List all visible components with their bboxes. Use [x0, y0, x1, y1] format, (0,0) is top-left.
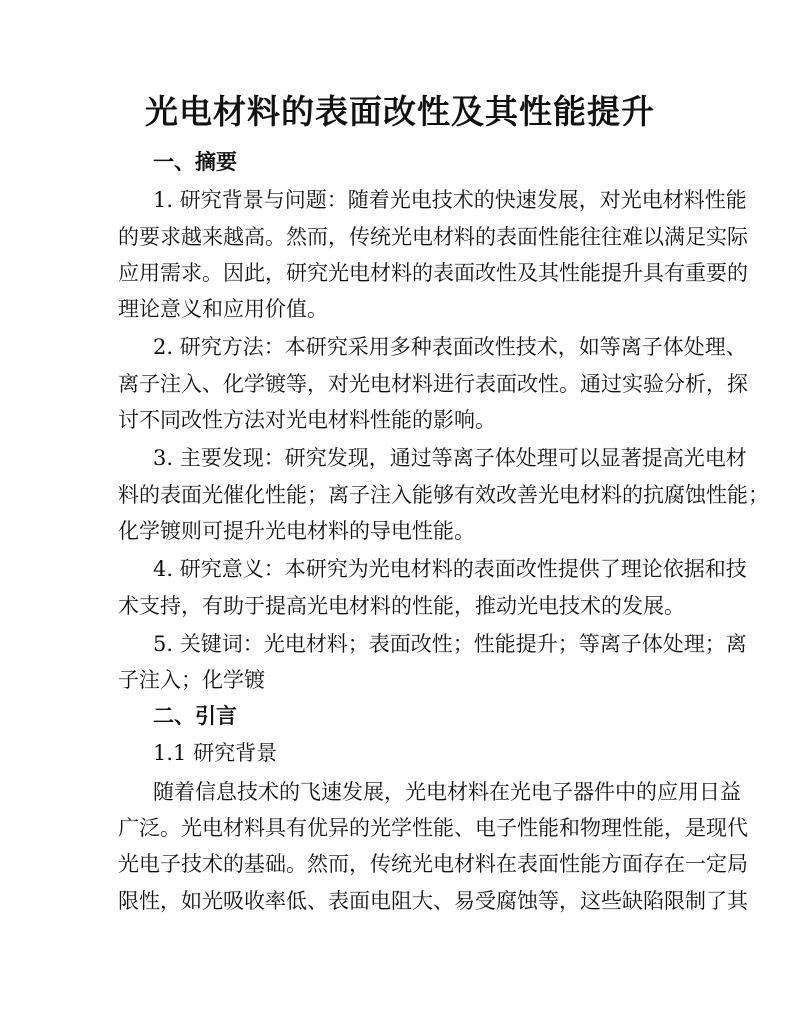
paragraph-line: 子注入；化学镀: [118, 668, 265, 693]
paragraph: [118, 182, 748, 327]
subsection-heading-background: 1.1 研究背景: [153, 740, 278, 765]
section-heading-introduction: 二、引言: [153, 704, 237, 729]
abstract-paragraphs: [118, 182, 769, 698]
paragraph: [118, 440, 769, 549]
paragraph-line: 术支持，有助于提高光电材料的性能，推动光电技术的发展。: [118, 593, 685, 618]
paragraph: [118, 329, 748, 438]
paragraph-line: 讨不同改性方法对光电材料性能的影响。: [118, 408, 496, 433]
paragraph-line: 随着信息技术的飞速发展，光电材料在光电子器件中的应用日益: [153, 779, 741, 804]
paragraph: [118, 774, 748, 919]
paragraph-line: 4. 研究意义：本研究为光电材料的表面改性提供了理论依据和技: [153, 557, 747, 582]
paragraph-line: 限性，如光吸收率低、表面电阻大、易受腐蚀等，这些缺陷限制了其: [118, 888, 748, 913]
paragraph-line: 3. 主要发现：研究发现，通过等离子体处理可以显著提高光电材: [153, 446, 747, 471]
paragraph-line: 5. 关键词：光电材料；表面改性；性能提升；等离子体处理；离: [153, 631, 747, 656]
paragraph-line: 料的表面光催化性能；离子注入能够有效改善光电材料的抗腐蚀性能；: [118, 482, 769, 507]
paragraph-line: 光电子技术的基础。然而，传统光电材料在表面性能方面存在一定局: [118, 852, 748, 877]
paragraph: [118, 551, 747, 624]
paragraph-line: 应用需求。因此，研究光电材料的表面改性及其性能提升具有重要的: [118, 260, 748, 285]
paragraph: [118, 626, 747, 699]
section-heading-abstract: 一、摘要: [153, 150, 237, 174]
paragraph-line: 1. 研究背景与问题：随着光电技术的快速发展，对光电材料性能: [153, 188, 747, 213]
paragraph-line: 的要求越来越高。然而，传统光电材料的表面性能往往难以满足实际: [118, 224, 748, 249]
paragraph-line: 理论意义和应用价值。: [118, 297, 328, 322]
paragraph-line: 2. 研究方法：本研究采用多种表面改性技术，如等离子体处理、: [153, 335, 747, 360]
paragraph-line: 广泛。光电材料具有优异的光学性能、电子性能和物理性能，是现代: [118, 816, 748, 841]
paragraph-line: 离子注入、化学镀等，对光电材料进行表面改性。通过实验分析，探: [118, 371, 748, 396]
paragraph-line: 化学镀则可提升光电材料的导电性能。: [118, 518, 475, 543]
introduction-paragraphs: [118, 774, 748, 919]
document-title: 光电材料的表面改性及其性能提升: [145, 92, 655, 131]
document-body: [118, 144, 769, 919]
